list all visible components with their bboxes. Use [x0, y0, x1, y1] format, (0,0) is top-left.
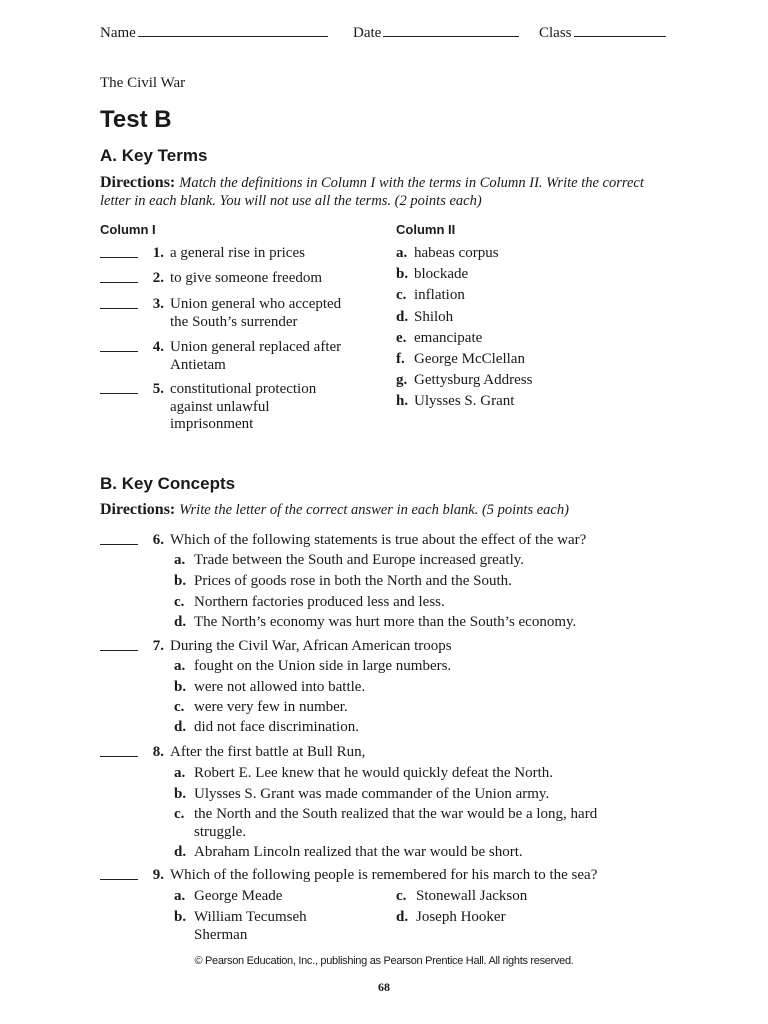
answer-blank[interactable] [100, 296, 138, 309]
option-letter: c. [174, 594, 185, 610]
term-option [396, 372, 532, 389]
question-text: During the Civil War, African American troops [170, 638, 452, 654]
option-text-line: were not allowed into battle. [194, 679, 366, 695]
answer-blank[interactable] [100, 744, 138, 757]
answer-blank[interactable] [100, 532, 138, 545]
option-text-line: Northern factories produced less and less. [194, 594, 445, 610]
option-letter: c. [396, 888, 407, 904]
term-letter: e. [396, 329, 407, 346]
option-text-line: Stonewall Jackson [416, 888, 528, 904]
name-field [100, 24, 328, 42]
option-text-line: struggle. [194, 823, 247, 840]
item-text-line: against unlawful [170, 398, 270, 415]
option-letter: a. [174, 888, 186, 904]
term-letter: b. [396, 266, 409, 283]
test-title: Test B [100, 106, 172, 133]
section-a-title: A. Key Terms [100, 146, 208, 165]
class-blank[interactable] [574, 24, 666, 37]
term-option [396, 351, 525, 368]
term-option [396, 245, 499, 262]
option-letter: a. [174, 765, 186, 781]
question-number: 9. [152, 867, 164, 883]
answer-blank[interactable] [100, 245, 138, 258]
term-text: inflation [414, 287, 465, 304]
column-2-header: Column II [396, 222, 456, 237]
term-text: Ulysses S. Grant [414, 393, 515, 410]
directions-line-2: letter in each blank. You will not use all the terms. (2 points each) [100, 193, 482, 209]
item-number: 5. [152, 381, 164, 397]
section-b-directions [100, 501, 569, 519]
term-text: Gettysburg Address [414, 372, 533, 389]
term-text: Shiloh [414, 308, 454, 325]
question-text: Which of the following people is remembered for his march to the sea? [170, 867, 598, 883]
option-text-line: did not face discrimination. [194, 719, 359, 735]
option-text-line: Ulysses S. Grant was made commander of the Union army. [194, 786, 550, 802]
option-letter: d. [174, 614, 187, 630]
answer-blank[interactable] [100, 270, 138, 283]
name-blank[interactable] [138, 24, 328, 37]
item-number: 2. [152, 270, 164, 286]
question-text: After the first battle at Bull Run, [170, 744, 366, 760]
option-letter: a. [174, 658, 186, 674]
option-text-line: Joseph Hooker [416, 909, 506, 925]
term-letter: f. [396, 351, 405, 367]
option-letter: b. [174, 573, 187, 589]
term-option [396, 266, 468, 283]
question-number: 8. [152, 744, 164, 760]
class-field [539, 24, 666, 42]
term-option [396, 309, 453, 326]
term-letter: h. [396, 393, 409, 410]
option-text-line: the North and the South realized that the war would be a long, hard [194, 806, 598, 822]
option-text-line: were very few in number. [194, 699, 348, 715]
item-number: 3. [152, 296, 164, 312]
option-letter: b. [174, 679, 187, 695]
item-text-line: imprisonment [170, 416, 254, 432]
term-option [396, 330, 482, 347]
item-text-line: the South’s surrender [170, 313, 298, 330]
term-letter: c. [396, 287, 407, 304]
option-letter: c. [174, 806, 185, 822]
section-a-directions [100, 174, 680, 210]
item-text-line: constitutional protection [170, 381, 317, 397]
question-text: Which of the following statements is true about the effect of the war? [170, 532, 587, 548]
unit-title: The Civil War [100, 75, 186, 91]
option-text-line: Trade between the South and Europe increased greatly. [194, 552, 525, 568]
option-text-line: Prices of goods rose in both the North and the South. [194, 573, 512, 589]
item-text-line: Union general who accepted [170, 296, 342, 312]
item-number: 1. [152, 245, 164, 261]
section-b-title: B. Key Concepts [100, 474, 236, 493]
option-letter: b. [174, 786, 187, 802]
option-text-line: Abraham Lincoln realized that the war would be short. [194, 844, 523, 860]
answer-blank[interactable] [100, 381, 138, 394]
question-number: 6. [152, 532, 164, 548]
class-label: Class [539, 25, 572, 41]
answer-blank[interactable] [100, 638, 138, 651]
date-label: Date [353, 25, 382, 41]
directions-text: Write the letter of the correct answer in each blank. (5 points each) [179, 502, 569, 518]
term-text: George McClellan [414, 351, 525, 367]
option-letter: a. [174, 552, 186, 568]
option-text-line: The North’s economy was hurt more than the South’s economy. [194, 614, 577, 630]
date-field [353, 24, 519, 42]
item-number: 4. [152, 339, 164, 355]
item-text-line: a general rise in prices [170, 245, 305, 261]
answer-blank[interactable] [100, 339, 138, 352]
term-text: emancipate [414, 329, 483, 346]
option-text-line: George Meade [194, 888, 283, 904]
option-text-line: Sherman [194, 926, 248, 943]
term-text: habeas corpus [414, 245, 499, 261]
option-text-line: fought on the Union side in large numbers. [194, 658, 452, 674]
option-letter: c. [174, 699, 185, 715]
term-option [396, 287, 465, 304]
item-text-line: Antietam [170, 356, 226, 373]
copyright-text: © Pearson Education, Inc., publishing as Pearson Prentice Hall. All rights reserved. [194, 955, 574, 967]
term-option [396, 393, 514, 410]
directions-line-1: Match the definitions in Column I with the terms in Column II. Write the correct [179, 175, 644, 191]
directions-label: Directions: [100, 174, 176, 191]
option-letter: d. [174, 844, 187, 860]
directions-label: Directions: [100, 501, 176, 518]
option-text-line: Robert E. Lee knew that he would quickly defeat the North. [194, 765, 554, 781]
question-number: 7. [152, 638, 164, 654]
name-label: Name [100, 25, 136, 41]
item-text-line: Union general replaced after [170, 339, 342, 355]
item-text-line: to give someone freedom [170, 270, 323, 286]
column-1-header: Column I [100, 222, 156, 237]
term-letter: a. [396, 245, 408, 261]
term-text: blockade [414, 266, 469, 283]
page-number: 68 [378, 980, 390, 994]
option-text-line: William Tecumseh [194, 909, 307, 925]
option-letter: d. [396, 909, 409, 925]
date-blank[interactable] [383, 24, 519, 37]
term-letter: g. [396, 372, 408, 389]
answer-blank[interactable] [100, 867, 138, 880]
option-letter: b. [174, 909, 187, 925]
option-letter: d. [174, 719, 187, 735]
term-letter: d. [396, 308, 409, 325]
